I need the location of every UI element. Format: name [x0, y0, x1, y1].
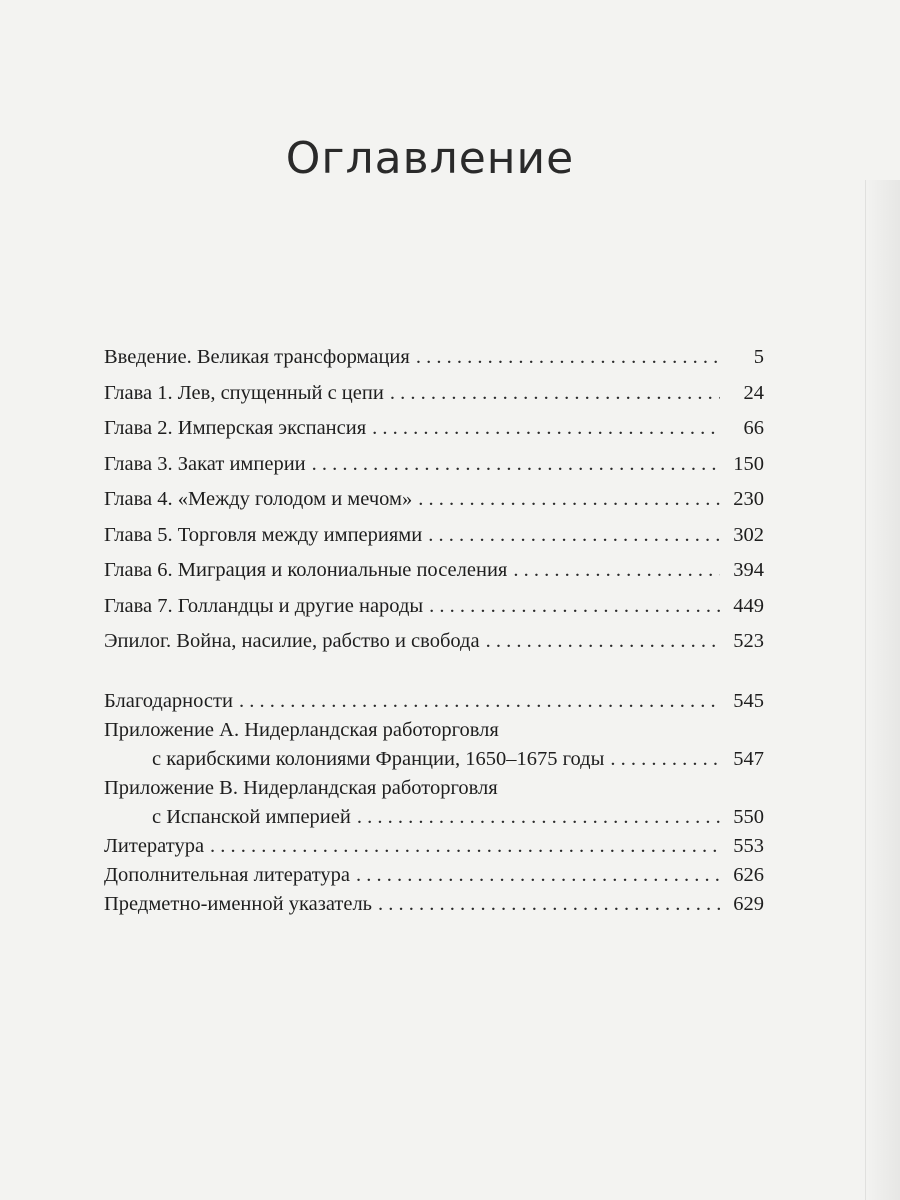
toc-entry-page: 449 — [733, 594, 764, 617]
toc-entry-title: Глава 2. Имперская экспансия — [104, 417, 367, 439]
toc-entry-page: 553 — [733, 834, 764, 857]
toc-entry-introduction — [104, 340, 764, 376]
toc-entry-page: 394 — [733, 559, 764, 581]
toc-entry-page: 150 — [733, 452, 764, 475]
page-edge-line — [865, 180, 866, 1200]
leader-dots — [356, 861, 720, 890]
toc-entry-further-reading — [104, 861, 764, 890]
leader-dots — [372, 411, 720, 447]
page-edge-shadow — [864, 180, 900, 1200]
toc-entry-epilogue — [104, 624, 764, 660]
toc-entry-chapter-4 — [104, 482, 764, 518]
toc-entry-title: Приложение В. Нидерландская работорговля — [104, 776, 498, 799]
toc-entry-title: Приложение А. Нидерландская работорговля — [104, 718, 499, 741]
leader-dots — [513, 553, 720, 589]
toc-entry-title: Дополнительная литература — [104, 863, 350, 886]
toc-entry-page: 66 — [743, 417, 764, 439]
toc-entry-appendix-b — [104, 774, 764, 832]
toc-entry-title-continuation: с карибскими колониями Франции, 1650–1675 годы — [152, 747, 605, 770]
toc-entry-index — [104, 890, 764, 919]
leader-dots — [418, 482, 720, 518]
page-title: Оглавление — [285, 133, 575, 185]
toc-entry-title: Глава 6. Миграция и колониальные поселения — [104, 559, 508, 581]
toc-entry-acknowledgements — [104, 687, 764, 716]
toc-entry-page: 230 — [733, 488, 764, 510]
toc-entry-page: 550 — [733, 805, 764, 828]
toc-entry-chapter-2 — [104, 411, 764, 447]
leader-dots — [428, 518, 720, 554]
toc-entry-page: 547 — [733, 747, 764, 770]
toc-entry-page: 545 — [733, 689, 764, 712]
toc-entry-chapter-1 — [104, 376, 764, 412]
toc-entry-title: Введение. Великая трансформация — [104, 346, 410, 368]
toc-entry-title: Благодарности — [104, 689, 233, 712]
toc-entry-page: 523 — [733, 630, 764, 652]
toc-entry-title: Глава 5. Торговля между империями — [104, 523, 423, 546]
toc-entry-title: Глава 1. Лев, спущенный с цепи — [104, 381, 384, 404]
toc-entry-title: Глава 3. Закат империи — [104, 452, 306, 475]
toc-entry-title: Глава 7. Голландцы и другие народы — [104, 594, 424, 617]
leader-dots — [378, 890, 720, 919]
toc-main-section — [104, 340, 764, 660]
toc-entry-page: 629 — [733, 892, 764, 915]
leader-dots — [357, 803, 720, 832]
leader-dots — [312, 447, 720, 483]
toc-entry-literature — [104, 832, 764, 861]
leader-dots — [210, 832, 720, 861]
leader-dots — [239, 687, 720, 716]
leader-dots — [610, 745, 720, 774]
toc-entry-chapter-6 — [104, 553, 764, 589]
toc-entry-page: 5 — [753, 346, 764, 368]
toc-entry-chapter-5 — [104, 518, 764, 554]
toc-entry-title: Глава 4. «Между голодом и мечом» — [104, 488, 413, 510]
leader-dots — [390, 376, 720, 412]
toc-entry-appendix-a — [104, 716, 764, 774]
leader-dots — [486, 624, 720, 660]
toc-entry-title: Эпилог. Война, насилие, рабство и свобода — [104, 630, 480, 652]
toc-entry-page: 24 — [743, 381, 764, 404]
leader-dots — [429, 589, 720, 625]
leader-dots — [416, 340, 720, 376]
toc-back-matter-section — [104, 687, 764, 919]
toc-entry-title: Литература — [104, 834, 205, 857]
toc-entry-page: 626 — [733, 863, 764, 886]
table-of-contents — [104, 340, 764, 919]
toc-entry-chapter-7 — [104, 589, 764, 625]
toc-entry-title-continuation: с Испанской империей — [152, 805, 351, 828]
toc-entry-chapter-3 — [104, 447, 764, 483]
toc-entry-page: 302 — [733, 523, 764, 546]
toc-entry-title: Предметно-именной указатель — [104, 892, 373, 915]
